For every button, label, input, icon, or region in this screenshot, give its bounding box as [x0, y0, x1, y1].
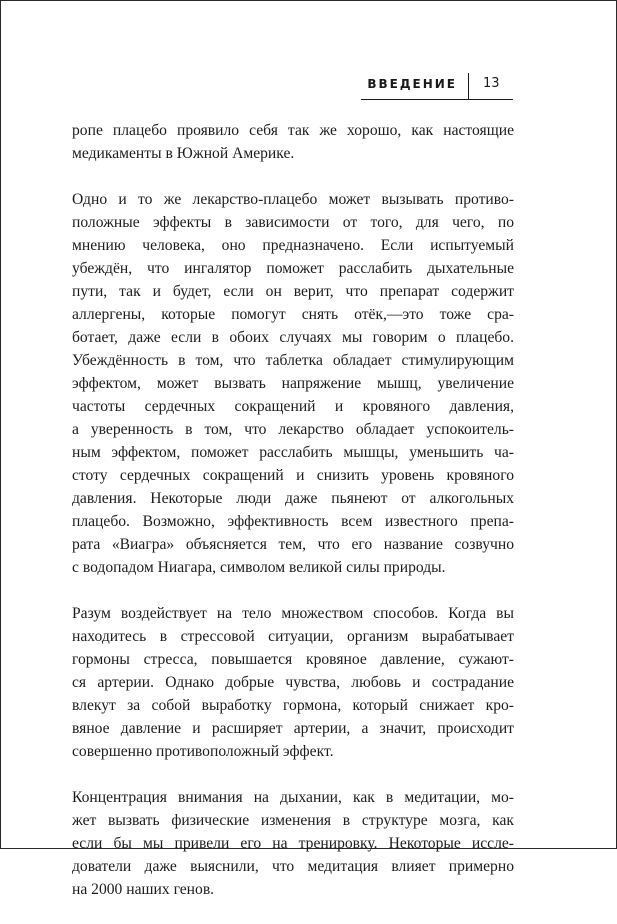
text-line: Убеждённость в том, что таблетка обладает стимулирующим: [72, 352, 514, 369]
text-line: жет вызвать физические изменения в структуре мозга, как: [72, 812, 514, 829]
text-line: находитесь в стрессовой ситуации, организм вырабатывает: [72, 628, 514, 645]
text-line: ся артерии. Однако добрые чувства, любовь и сострадание: [72, 674, 514, 691]
section-title: ВВЕДЕНИЕ: [367, 77, 457, 91]
text-line: мнению человека, оно предназначено. Если испытуемый: [72, 237, 514, 254]
text-line: Одно и то же лекарство-плацебо может вызывать противо-: [72, 191, 514, 208]
text-line: совершенно противоположный эффект.: [72, 743, 334, 760]
body-text: [72, 119, 514, 924]
paragraph: [72, 602, 514, 763]
text-line: рата «Виагра» объясняется тем, что его название созвучно: [72, 536, 514, 553]
paragraph: [72, 188, 514, 579]
text-line: вяное давление и расширяет артерии, а значит, происходит: [72, 720, 514, 737]
text-line: а уверенность в том, что лекарство обладает успокоитель-: [72, 421, 514, 438]
text-line: ботает, даже если в обоих случаях мы говорим о плацебо.: [72, 329, 514, 346]
running-head: [361, 73, 513, 99]
header-rule: [361, 99, 513, 100]
page-number: 13: [483, 76, 500, 91]
text-line: медикаменты в Южной Америке.: [72, 145, 295, 162]
text-line: влекут за собой выработку гормона, который снижает кро-: [72, 697, 514, 714]
text-line: дователи даже выяснили, что медитация влияет примерно: [72, 858, 514, 875]
text-line: пути, так и будет, если он верит, что препарат содержит: [72, 283, 514, 300]
text-line: если бы мы привели его на тренировку. Некоторые иссле-: [72, 835, 514, 852]
text-line: аллергены, которые помогут снять отёк,—это тоже сра-: [72, 306, 514, 323]
text-line: Концентрация внимания на дыхании, как в медитации, мо-: [72, 789, 514, 806]
text-line: ным эффектом, поможет расслабить мышцы, уменьшить ча-: [72, 444, 514, 461]
text-line: стоту сердечных сокращений и снизить уровень кровяного: [72, 467, 514, 484]
text-line: ропе плацебо проявило себя так же хорошо, как настоящие: [72, 122, 514, 139]
text-line: эффектом, может вызвать напряжение мышц, увеличение: [72, 375, 514, 392]
text-line: давления. Некоторые люди даже пьянеют от алкогольных: [72, 490, 514, 507]
text-line: убеждён, что ингалятор поможет расслабить дыхательные: [72, 260, 514, 277]
text-line: с водопадом Ниагара, символом великой силы природы.: [72, 559, 446, 576]
paragraph: [72, 786, 514, 901]
text-line: частоты сердечных сокращений и кровяного давления,: [72, 398, 514, 415]
text-line: Разум воздействует на тело множеством способов. Когда вы: [72, 605, 514, 622]
header-divider: [468, 73, 469, 99]
text-line: гормоны стресса, повышается кровяное давление, сужают-: [72, 651, 514, 668]
text-line: положные эффекты в зависимости от того, для чего, по: [72, 214, 514, 231]
text-line: плацебо. Возможно, эффективность всем известного препа-: [72, 513, 514, 530]
paragraph: [72, 119, 514, 165]
text-line: на 2000 наших генов.: [72, 881, 215, 898]
